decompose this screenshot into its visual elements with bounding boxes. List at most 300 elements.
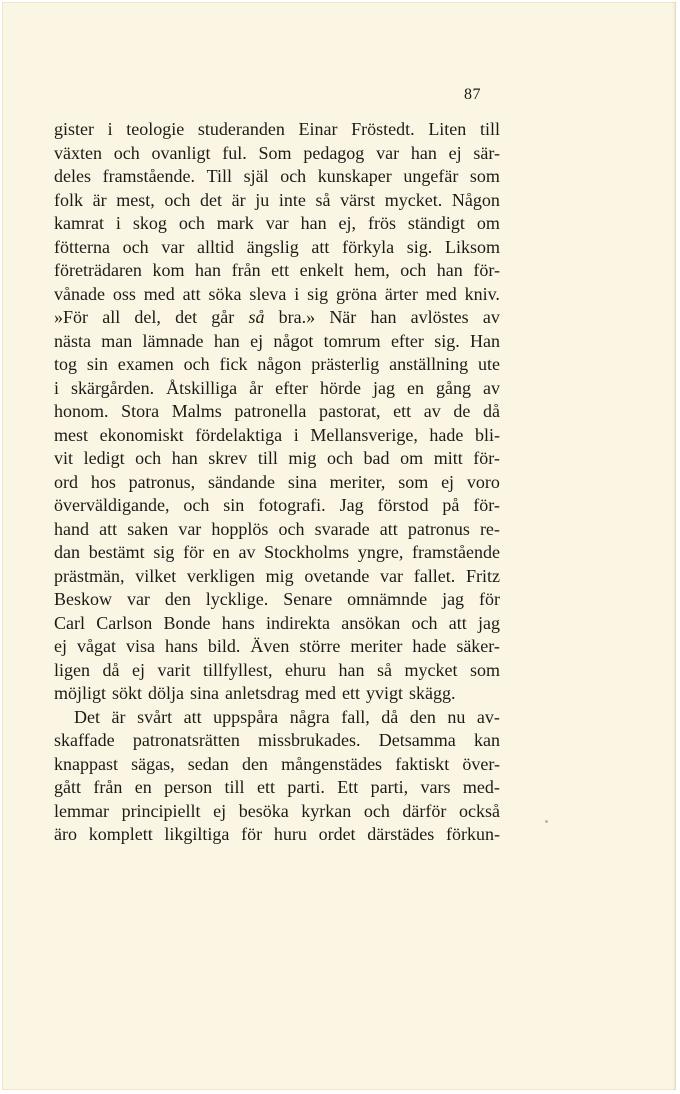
word: ovanligt [151,142,211,163]
word: ehuru [285,659,326,680]
word: hans [164,636,198,656]
word: mycket [404,659,458,680]
word: Till [206,166,232,186]
text-line [54,800,500,824]
text-line [54,659,500,683]
word: ungefär [403,166,459,186]
word: voro [466,471,500,492]
word: jag [373,377,395,398]
word: sär- [473,142,500,163]
word: meriter, [329,471,386,492]
word: frös [367,213,396,233]
word: kunskaper [317,166,392,186]
word: ej [441,471,455,492]
word: vånade [54,283,105,304]
word: hos [90,471,116,492]
text-line [54,518,500,542]
word: dölja [148,683,185,703]
word: svårt [137,706,173,727]
word: för [241,824,263,844]
word: äro [54,824,77,844]
text-line [54,306,500,330]
word: fall, [341,706,370,727]
word: skägg. [409,683,456,703]
word: vit [54,448,74,468]
word: likgiltiga [164,824,230,844]
word: ständigt [407,213,465,233]
word: och [178,213,205,233]
word: yngre, [357,542,404,562]
word: på [442,495,460,515]
word: huru [273,824,307,844]
word: patronus, [128,471,196,492]
word: sedan [187,753,229,774]
page-edge-shadow [672,2,676,1090]
word: uppspåra [213,706,279,727]
word: sin [86,354,108,374]
word: ett [342,683,360,703]
word: hade [412,636,447,656]
word: någon [257,354,302,374]
word: nu [447,706,466,727]
word: om [400,448,424,468]
text-line [54,541,500,565]
word: var [161,236,185,257]
word: del, [134,307,161,327]
word: pastorat, [319,401,381,421]
word: skaffade [54,730,115,750]
word: ängslig [246,236,299,257]
book-page [2,2,676,1090]
word: då [482,401,500,421]
word: förkun- [445,824,500,844]
word: därstädes [367,824,435,844]
word: något [273,330,314,351]
text-line [54,447,500,471]
word: lemmar [54,800,109,821]
text-line [54,494,500,518]
word: lycklige. [205,589,269,609]
word: Carl [54,612,85,633]
text-line [54,142,500,166]
word: ju [255,189,270,210]
word: besöka [238,800,289,821]
word: varit [157,659,191,680]
word: i [293,424,299,445]
word: i [54,377,60,398]
word: fallet. [413,565,456,586]
word: då [381,706,399,727]
word: yvigt [366,683,404,703]
word: med [305,683,336,703]
word: för- [473,448,500,468]
word: gång [435,377,471,398]
word: mark [216,213,254,233]
word: knappast [54,753,118,774]
word: skärgården. [71,377,155,398]
word: lämnade [142,330,204,351]
word: jag [442,589,465,609]
word: meriter [350,636,403,656]
word: bra.» [278,307,316,327]
word: mest [54,424,88,445]
word: Någon [451,189,500,210]
word: då [102,659,120,680]
word: principiellt [121,800,201,821]
page-number: 87 [464,86,481,103]
word: sleva [249,283,287,304]
word: ovetande [304,565,370,586]
word: var [265,213,289,233]
word: sägas, [131,753,175,774]
word: och [280,166,307,186]
word: och [183,354,210,374]
word: deles [54,166,91,186]
word: Som [258,142,292,163]
word: prästerlig [311,354,380,374]
word: tillfyllest, [203,659,273,680]
word: ej [132,659,145,680]
word: patronella [234,401,307,421]
word: examen [117,354,174,374]
text-line [54,212,500,236]
word: så [376,659,392,680]
word: och [411,612,438,633]
word: över- [462,753,500,774]
word: nästa [54,330,91,351]
word: i [107,119,113,139]
word: När [329,307,357,327]
word: hopplös [211,518,269,539]
word: möjligt [54,683,107,703]
word: omnämnde [347,589,428,609]
word: den [241,753,268,774]
body-text [54,118,500,847]
word: »För [54,307,89,327]
word: av [482,377,500,398]
text-line [54,377,500,401]
word: att [311,236,330,257]
word: för [479,589,500,609]
word: en [406,377,424,398]
word: till [257,448,278,468]
word: med [143,283,175,304]
word: med- [462,777,500,797]
word: från [231,260,261,280]
word: Ett [337,777,359,797]
word: patronus [407,518,470,539]
word: hand [54,518,89,539]
word: sig. [406,236,433,257]
word: några [289,706,330,727]
word: fick [219,354,248,374]
word: det [199,189,222,210]
word: han [410,142,437,163]
word: han [300,213,327,233]
word: ärter [384,283,418,304]
word: år [249,377,264,398]
word: han [338,659,365,680]
text-line [54,259,500,283]
word: för [183,542,205,562]
word: själ [243,166,269,186]
word: anletsdrag [225,683,299,703]
word: kyrkan [301,800,352,821]
word: sig. [434,330,460,351]
word: sina [287,471,317,492]
word: och [400,260,427,280]
word: pedagog [303,142,365,163]
word: av [238,542,256,562]
word: och [135,448,162,468]
word: ej [213,800,227,821]
word: växten [54,142,102,163]
word: parti, [370,777,409,797]
word: hade [429,424,464,445]
text-line [54,353,500,377]
word: gister [54,119,94,139]
word: ej [250,330,264,351]
word: efter [390,330,424,351]
word: saken [127,518,169,539]
word: ej [448,142,462,163]
word: vågat [76,636,116,656]
word: förkyla [342,236,395,257]
text-line [54,471,500,495]
word: ful. [222,142,247,163]
word: Stockholms [264,542,350,562]
word: dan [54,542,80,562]
word: han [370,307,397,327]
word: förstod [377,495,429,515]
word: Fritz [465,565,500,586]
word: och [164,189,191,210]
word: och [326,448,353,468]
text-line [54,565,500,589]
word: som [469,659,500,680]
text-line [54,682,500,706]
word: sökt [112,683,143,703]
paper-speck [545,820,548,823]
text-line [54,823,500,847]
word: därför [402,800,447,821]
word: är [92,189,107,210]
word: Bonde [163,612,211,633]
word: ledigt [83,448,125,468]
word: vars [420,777,451,797]
text-line [54,753,500,777]
word: enkelt [299,260,344,280]
text-line [54,776,500,800]
word: från [93,777,123,797]
word: till [479,119,500,139]
word: av [423,401,441,421]
word: större [299,636,341,656]
text-line [54,729,500,753]
word: och [113,142,140,163]
word: går [211,307,235,327]
word: för- [473,260,500,280]
word: indirekta [266,612,330,633]
word: mig [265,565,294,586]
word: avlöstes [410,307,469,327]
word: en [212,542,230,562]
word: som [469,166,500,186]
word: och [183,495,210,515]
word: Liten [428,119,467,139]
word: är [231,189,246,210]
word: fördelaktiga [195,424,283,445]
word: är [111,706,126,727]
word: det [175,307,198,327]
word: re- [479,518,500,539]
word: ligen [54,659,90,680]
word: han [436,260,463,280]
word: teologie [126,119,185,139]
word: också [458,800,500,821]
word: anställning [389,354,469,374]
word: Fröstedt. [351,119,415,139]
word: ekonomiskt [99,424,184,445]
word: ordet [318,824,356,844]
word: kom [152,260,185,280]
text-line [54,283,500,307]
word: Åtskilliga [166,377,238,398]
word: ett [271,260,290,280]
word: inte [278,189,306,210]
word: mångenstädes [281,753,383,774]
word: den [409,706,436,727]
word: var [376,142,400,163]
word: Beskow [54,589,112,609]
word: Han [469,330,500,351]
word: fötterna [54,236,110,257]
word: sig [153,542,175,562]
word: som [398,471,429,492]
word: Liksom [444,236,500,257]
word: till [224,777,245,797]
text-line [54,612,500,636]
word: sina [190,683,220,703]
word: han [195,260,222,280]
word: tomrum [323,330,381,351]
word: han [171,448,198,468]
word: ett [256,777,275,797]
word: överväldigande, [54,495,170,515]
word: sin [223,495,245,515]
word: framstående. [102,166,196,186]
word: och [122,236,149,257]
word: sig [307,283,329,304]
word: gått [54,777,81,797]
word: att [448,612,467,633]
word: ej [54,636,67,656]
word: sändande [208,471,275,492]
word: mest, [116,189,155,210]
word: skrev [208,448,248,468]
word: all [102,307,121,327]
word: hem, [354,260,390,280]
word: skog [132,213,167,233]
word: kniv. [464,283,500,304]
word: säker- [456,636,500,656]
word: så [315,189,331,210]
word: bestämt [88,542,145,562]
word: mig [288,448,317,468]
word: av [482,307,500,327]
word: studeranden [197,119,285,139]
word: han [213,330,240,351]
word: bli- [475,424,500,445]
word: fotografi. [258,495,326,515]
text-line [54,635,500,659]
word: att [379,518,398,539]
word: med [425,283,457,304]
word: folk [54,189,83,210]
word: värst [340,189,376,210]
word: faktiskt [395,753,450,774]
word: var [178,518,202,539]
word: och [363,800,390,821]
word: gröna [336,283,377,304]
text-line [54,165,500,189]
text-line [54,236,500,260]
word: bad [363,448,390,468]
word: oss [112,283,136,304]
word: Detsamma [378,730,456,750]
word: Malms [171,401,222,421]
word: för- [473,495,500,515]
word: att [182,283,201,304]
word: så [248,307,265,327]
word: missbrukades. [258,730,361,750]
word: visa [125,636,155,656]
word: person [164,777,213,797]
word: efter [275,377,309,398]
word: mycket. [384,189,443,210]
word: av- [476,706,500,727]
word: en [134,777,152,797]
word: jag [477,612,500,633]
text-line [54,330,500,354]
word: man [101,330,133,351]
paragraph-start-line [54,706,500,730]
word: ej, [338,213,357,233]
word: Mellansverige, [310,424,418,445]
word: ansökan [341,612,401,633]
word: ord [54,471,78,492]
word: hörde [320,377,362,398]
word: de [453,401,471,421]
word: var [126,589,150,609]
word: kan [473,730,500,750]
word: Stora [121,401,160,421]
word: hans [221,612,255,633]
text-line [54,424,500,448]
word: Även [250,636,290,656]
text-line [54,400,500,424]
word: söka [208,283,242,304]
word: i [115,213,121,233]
word: honom. [54,401,109,421]
word: företrädaren [54,260,142,280]
word: Einar [298,119,338,139]
word: patronatsrätten [132,730,240,750]
word: var [380,565,404,586]
word: vilket [135,565,177,586]
word: att [99,518,118,539]
text-line [54,189,500,213]
